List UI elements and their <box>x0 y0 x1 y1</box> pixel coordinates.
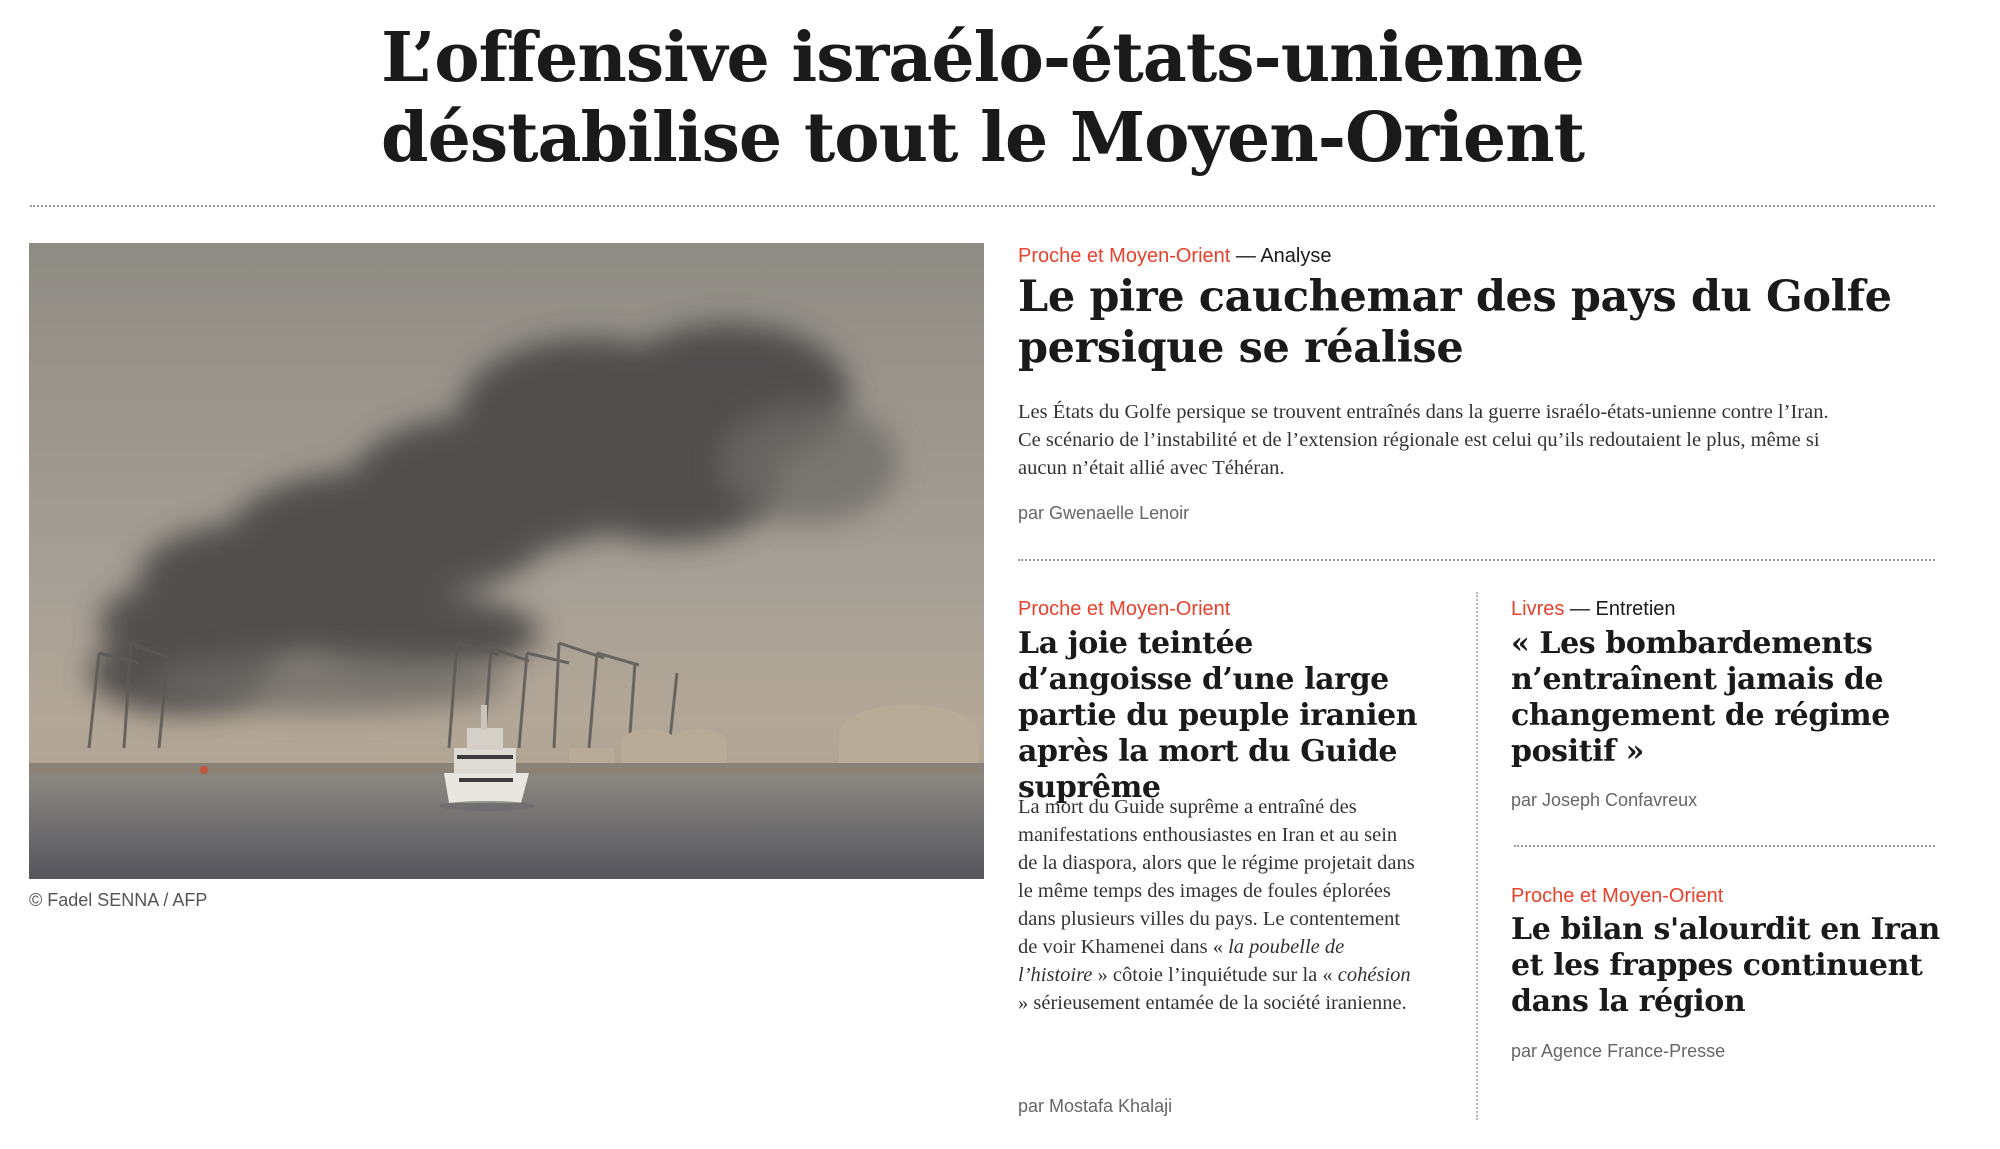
photo-credit: © Fadel SENNA / AFP <box>29 890 208 910</box>
article2-quote-2: cohésion <box>1337 964 1411 986</box>
lead-kind: — Analyse <box>1235 245 1332 267</box>
article4-meta <box>1511 884 1723 908</box>
article2-byline[interactable]: par Mostafa Khalaji <box>1018 1096 1173 1116</box>
lead-divider <box>1018 559 1935 561</box>
article3-kind: — Entretien <box>1569 598 1676 620</box>
article2-summary-part2: » côtoie l’inquiétude sur la « <box>1097 964 1333 986</box>
article3-byline[interactable]: par Joseph Confavreux <box>1511 790 1698 810</box>
column-divider <box>1476 592 1478 1120</box>
lead-byline[interactable]: par Gwenaelle Lenoir <box>1018 503 1190 523</box>
article2-title[interactable]: La joie teintée d’angoisse d’une large partie du peuple iranien après la mort du Guide suprême <box>1018 626 1418 805</box>
article2-summary <box>1018 793 1418 1017</box>
lead-summary: Les États du Golfe persique se trouvent entraînés dans la guerre israélo-états-unienne contre l’Iran. Ce scénario de l’instabilité et de l’extension régionale est celui qu’ils redoutaient le plus, même si aucun n’était allié avec Téhéran. <box>1018 401 1829 479</box>
article3-meta <box>1511 597 1676 621</box>
article4-title[interactable]: Le bilan s'alourdit en Iran et les frappes continuent dans la région <box>1511 912 1940 1019</box>
article2-quote-1: la poubelle de l’histoire <box>1018 936 1345 986</box>
article4-byline[interactable]: par Agence France-Presse <box>1511 1041 1726 1061</box>
headline-divider <box>30 205 1935 207</box>
article3-title[interactable]: « Les bombardements n’entraînent jamais de changement de régime positif » <box>1511 626 1890 769</box>
lead-photo[interactable] <box>29 243 984 879</box>
article3-divider <box>1514 845 1935 847</box>
article4-rubric[interactable]: Proche et Moyen-Orient <box>1511 885 1724 907</box>
article3-rubric[interactable]: Livres <box>1511 598 1565 620</box>
page-headline[interactable] <box>30 18 1935 178</box>
smoke-port-image <box>29 243 984 879</box>
article2-summary-part1: La mort du Guide suprême a entraîné des manifestations enthousiastes en Iran et au sein de la diaspora, alors que le régime projetait dans le même temps des images de foules éplorées dans plusieurs villes du pays. Le contentement de voir Khamenei dans « <box>1018 796 1415 958</box>
lead-meta <box>1018 244 1332 268</box>
article2-summary-part3: » sérieusement entamée de la société iranienne. <box>1018 992 1407 1014</box>
lead-title[interactable]: Le pire cauchemar des pays du Golfe persique se réalise <box>1018 272 1892 373</box>
headline-line-1: L’offensive israélo-états-unienne <box>381 18 1584 98</box>
article2-meta <box>1018 597 1230 621</box>
headline-line-2: déstabilise tout le Moyen-Orient <box>381 98 1584 178</box>
lead-rubric[interactable]: Proche et Moyen-Orient <box>1018 245 1231 267</box>
article2-rubric[interactable]: Proche et Moyen-Orient <box>1018 598 1231 620</box>
